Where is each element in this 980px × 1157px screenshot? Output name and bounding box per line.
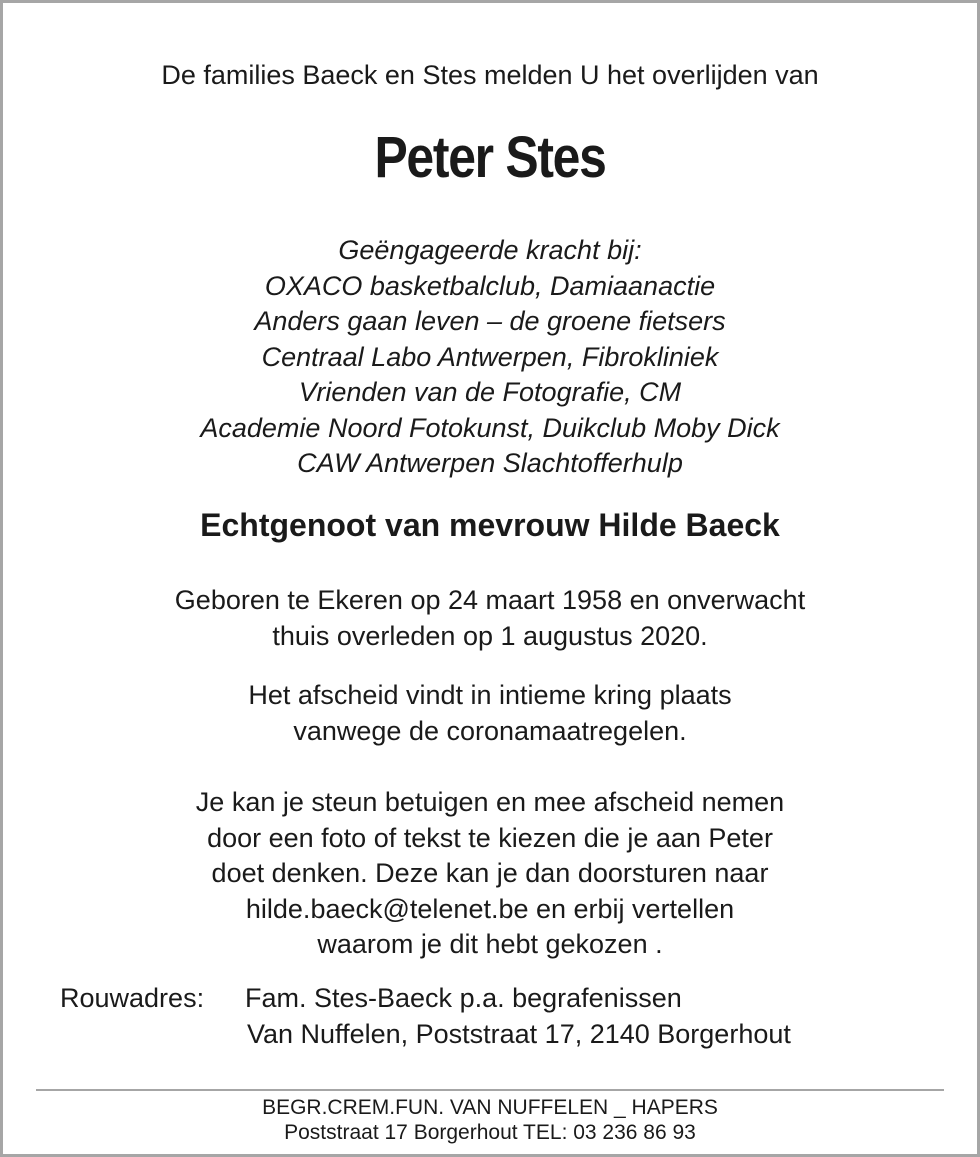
birth-death-line: thuis overleden op 1 augustus 2020. xyxy=(272,620,708,651)
intro-text: De families Baeck en Stes melden U het overlijden van xyxy=(161,60,819,90)
funeral-home-footer xyxy=(3,1095,977,1145)
spouse-line: Echtgenoot van mevrouw Hilde Baeck xyxy=(200,507,780,543)
footer-line-1: BEGR.CREM.FUN. VAN NUFFELEN _ HAPERS xyxy=(262,1096,718,1119)
engagement-line: OXACO basketbalclub, Damiaanactie xyxy=(264,270,716,301)
engagement-line: Centraal Labo Antwerpen, Fibrokliniek xyxy=(261,341,719,372)
support-line: door een foto of tekst te kiezen die je aan Peter xyxy=(207,822,773,853)
engagement-line: Academie Noord Fotokunst, Duikclub Moby Dick xyxy=(200,412,780,443)
engagement-line: CAW Antwerpen Slachtofferhulp xyxy=(297,448,683,478)
farewell-line: Het afscheid vindt in intieme kring plaats xyxy=(248,680,732,710)
support-line: doet denken. Deze kan je dan doorsturen naar xyxy=(211,858,769,888)
birth-death-line: Geboren te Ekeren op 24 maart 1958 en onverwacht xyxy=(174,585,806,615)
address-line-1: Fam. Stes-Baeck p.a. begrafenissen xyxy=(245,983,682,1013)
engagement-line: Vrienden van de Fotografie, CM xyxy=(298,377,682,407)
address-line-2: Van Nuffelen, Poststraat 17, 2140 Borgerhout xyxy=(247,1019,791,1049)
support-line: hilde.baeck@telenet.be en erbij vertellen xyxy=(245,893,735,924)
engagements-block xyxy=(3,233,977,482)
deceased-name: Peter Stes xyxy=(374,125,606,190)
footer-line-2: Poststraat 17 Borgerhout TEL: 03 236 86 93 xyxy=(284,1121,696,1144)
birth-death-block xyxy=(3,583,977,654)
address-label: Rouwadres: xyxy=(60,983,205,1013)
support-line: waarom je dit hebt gekozen . xyxy=(317,929,663,959)
engagements-heading: Geëngageerde kracht bij: xyxy=(338,235,642,265)
engagement-line: Anders gaan leven – de groene fietsers xyxy=(254,306,726,336)
support-block xyxy=(3,785,977,963)
footer-divider xyxy=(36,1089,944,1091)
farewell-block xyxy=(3,678,977,749)
farewell-line: vanwege de coronamaatregelen. xyxy=(293,715,687,746)
support-line: Je kan je steun betuigen en mee afscheid nemen xyxy=(195,787,785,817)
